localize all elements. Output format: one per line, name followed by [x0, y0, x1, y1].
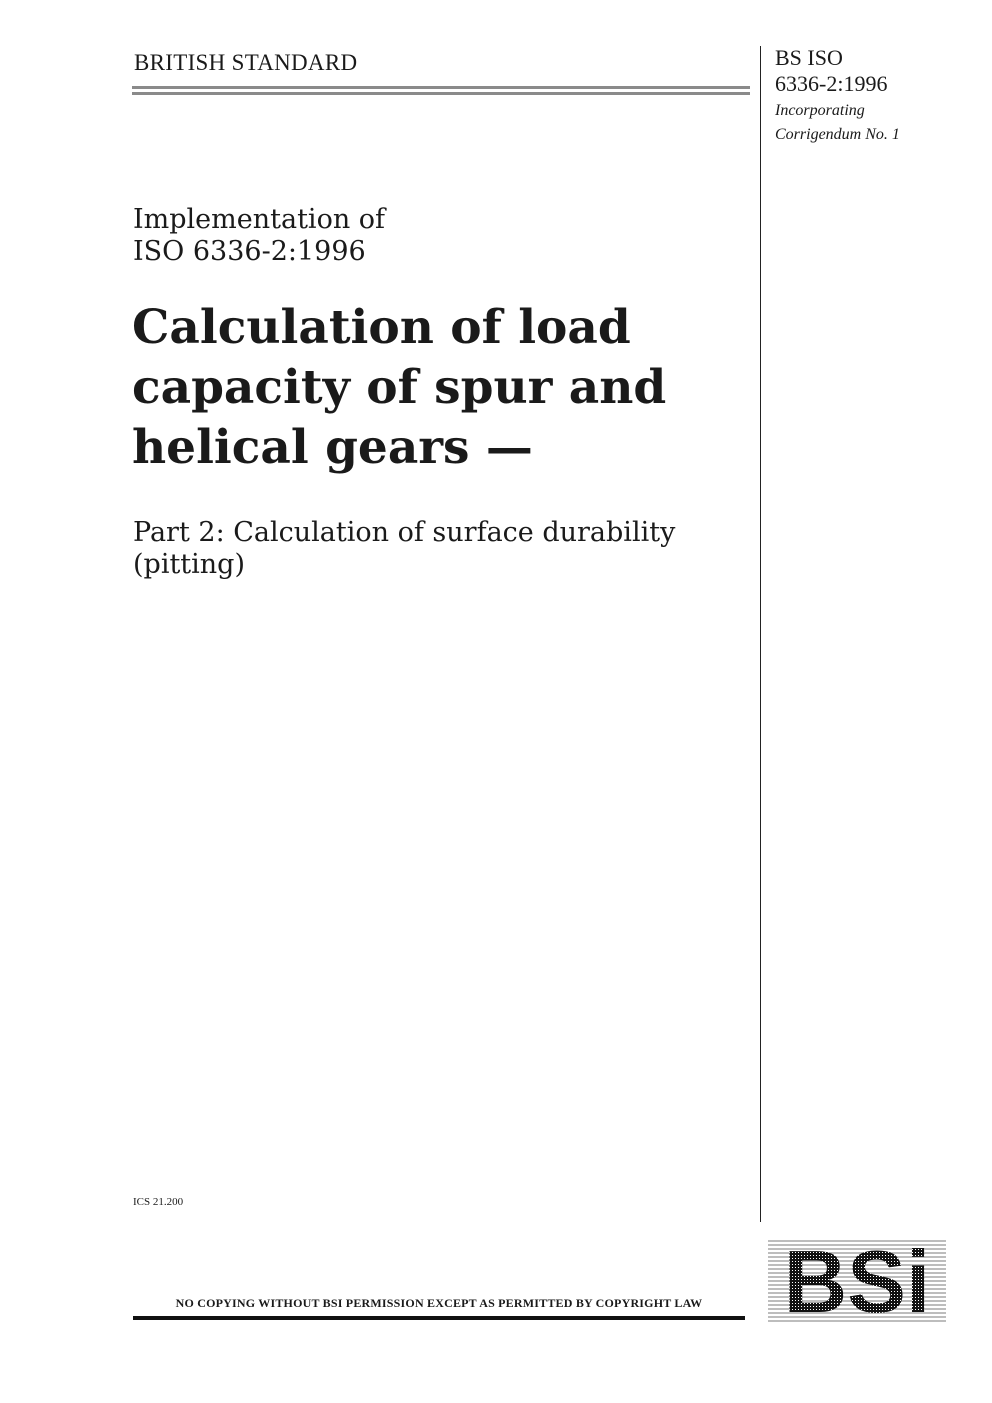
note-line2: Corrigendum No. 1 — [775, 126, 900, 143]
implementation-heading — [133, 204, 385, 268]
implementation-line1: Implementation of — [133, 204, 386, 235]
part-title — [133, 517, 753, 581]
column-divider — [760, 46, 761, 1222]
note-line1: Incorporating — [775, 102, 865, 119]
standard-number — [775, 45, 887, 97]
header-rule-1 — [132, 86, 750, 89]
footer-rule — [133, 1316, 745, 1320]
header-rule-2 — [132, 92, 750, 95]
standard-number-line1: BS ISO — [775, 45, 843, 70]
part-title-line2: (pitting) — [133, 549, 245, 580]
main-title-line3: helical gears — — [132, 420, 533, 475]
series-label: BRITISH STANDARD — [134, 50, 358, 75]
bsi-logo — [768, 1240, 946, 1322]
copyright-notice: NO COPYING WITHOUT BSI PERMISSION EXCEPT AS PERMITTED BY COPYRIGHT LAW — [175, 1296, 703, 1310]
standard-number-line2: 6336-2:1996 — [775, 71, 888, 96]
corrigendum-note — [775, 99, 900, 147]
ics-code: ICS 21.200 — [133, 1196, 184, 1208]
main-title-line1: Calculation of load — [132, 300, 631, 355]
svg-text:BSi: BSi — [783, 1240, 931, 1322]
implementation-line2: ISO 6336-2:1996 — [133, 236, 366, 267]
part-title-line1: Part 2: Calculation of surface durability — [133, 517, 676, 548]
bsi-logo-graphic — [768, 1240, 946, 1322]
main-title-line2: capacity of spur and — [132, 360, 667, 415]
main-title — [132, 298, 742, 478]
